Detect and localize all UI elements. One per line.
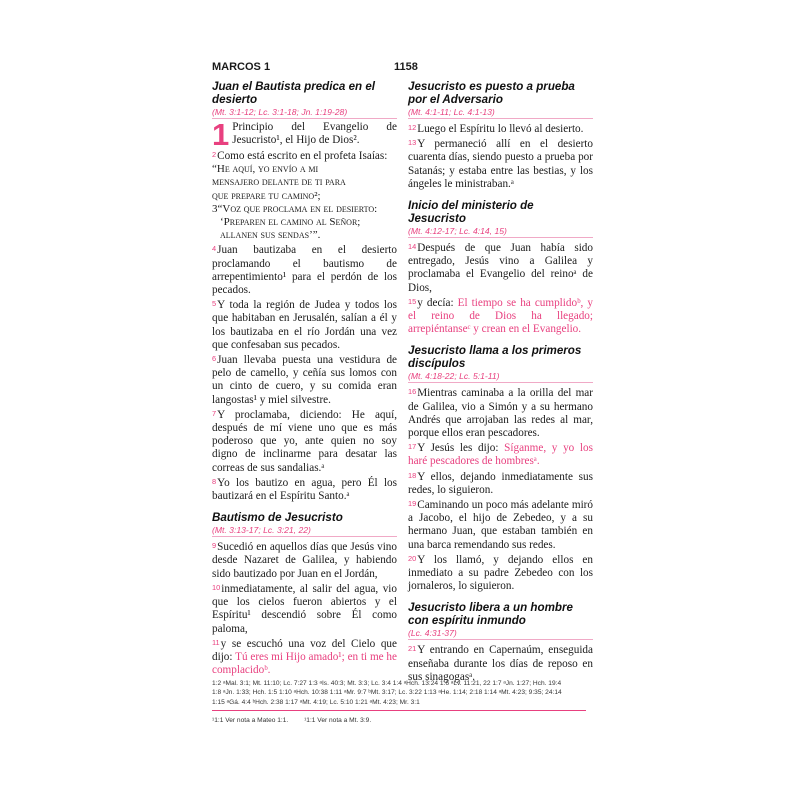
book-chapter-label: MARCOS 1 <box>212 61 271 73</box>
verse-number: 10 <box>212 582 221 592</box>
verse-13 <box>408 136 593 191</box>
verse-number: 2 <box>212 150 217 159</box>
verse-21 <box>408 642 593 684</box>
verse-number: 4 <box>212 244 217 254</box>
left-column <box>212 80 397 677</box>
verse-number: 5 <box>212 299 217 309</box>
verse-number: 13 <box>408 138 417 148</box>
verse-text: y decía: <box>417 296 458 309</box>
words-of-jesus: Síganme, y yo los haré pescadores de hombresᵃ. <box>408 442 593 468</box>
verse-number: 15 <box>408 296 417 306</box>
verse-text: Caminando un poco más adelante miró a Jacobo, el hijo de Zebedeo, y a su hermano Juan, que estaban también en una barca remendando sus redes. <box>408 499 593 551</box>
verse-number: 20 <box>408 553 417 563</box>
section-title: Jesucristo llama a los primeros discípulos <box>408 344 582 371</box>
section-title: Jesucristo libera a un hombre con espíritu inmundo <box>408 601 573 628</box>
footnotes <box>212 717 586 724</box>
page-number: 1158 <box>394 61 418 73</box>
verse-text: Juan llevaba puesta una vestidura de pelo de camello, y ceñía sus lomos con un cinto de cuero, y su comida eran langostas¹ y miel silvestre. <box>212 354 397 406</box>
words-of-jesus: El tiempo se ha cumplidoᵇ, y el reino de Dios ha llegado; arrepiéntanseᶜ y crean en el Evangelio. <box>408 296 593 336</box>
verse-text: Y entrando en Capernaúm, enseguida enseñaba durante los días de reposo en sus sinagogasᵃ. <box>408 644 593 683</box>
verse-number: 19 <box>408 499 417 509</box>
chapter-opening <box>212 117 397 152</box>
verse-number: 7 <box>212 408 217 418</box>
verse-text: y se escuchó una voz del Cielo que dijo: <box>212 637 397 663</box>
verse-9 <box>212 539 397 581</box>
parallel-references: (Mt. 3:1-12; Lc. 3:1-18; Jn. 1:19-28) <box>212 106 397 119</box>
parallel-references: (Mt. 3:13-17; Lc. 3:21, 22) <box>212 524 397 537</box>
quote-line: ‘Preparen el camino al Señor; <box>220 216 361 229</box>
parallel-references: (Lc. 4:31-37) <box>408 627 593 640</box>
cross-reference-line: 1:2 ᵃMal. 3:1; Mt. 11:10; Lc. 7:27 1:3 ᵃIs. 40:3; Mt. 3:3; Lc. 3:4 1:4 ᵃHch. 13:24 1:6 ᵃLv. 11:21, 22 1:7 ᵃJn. 1:27; Hch. 19:4 <box>212 680 562 687</box>
chapter-number: 1 <box>212 117 230 152</box>
verse-number: 14 <box>408 242 417 252</box>
verse-number: 21 <box>408 644 417 654</box>
section-title: Juan el Bautista predica en el desierto <box>212 80 376 106</box>
verse-number: 17 <box>408 442 417 452</box>
words-of-god: Tú eres mi Hijo amado¹; en ti me he complacidoᵇ. <box>212 650 397 677</box>
verse-text: Y los llamó, y dejando ellos en inmediato a su padre Zebedeo con los jornaleros, lo siguieron. <box>408 553 593 593</box>
verse-6 <box>212 352 397 407</box>
verse-text: inmediatamente, al salir del agua, vio que los cielos fueron abiertos y el Espíritu¹ descendió sobre Él como paloma, <box>212 582 397 635</box>
footnote: ¹1:1 Ver nota a Mt. 3:9. <box>304 717 372 724</box>
verse-18 <box>408 469 593 497</box>
verse-text: Sucedió en aquellos días que Jesús vino desde Nazaret de Galilea, y habiendo sido bautizado por Juan en el Jordán, <box>212 541 397 580</box>
verse-text: Juan bautizaba en el desierto proclamando el bautismo de arrepentimiento¹ para el perdón de los pecados. <box>212 244 397 297</box>
quote-line: allanen sus sendas’”. <box>220 229 321 242</box>
verse-text: Como está escrito en el profeta Isaías: <box>217 150 388 162</box>
verse-text: Después de que Juan había sido entregado, Jesús vino a Galilea y proclamaba el Evangelio del reinoᵃ de Dios, <box>408 242 593 294</box>
right-column <box>408 80 593 684</box>
parallel-references: (Mt. 4:1-11; Lc. 4:1-13) <box>408 106 593 119</box>
verse-number: 12 <box>408 123 417 132</box>
quote-line: “Voz que proclama en el desierto: <box>217 202 378 215</box>
verse-20 <box>408 552 593 594</box>
verse-15 <box>408 295 593 337</box>
section-title: Bautismo de Jesucristo <box>212 511 343 525</box>
verse-10 <box>212 581 397 636</box>
verse-number: 18 <box>408 470 417 480</box>
verse-5 <box>212 297 397 352</box>
footnote: ¹1:1 Ver nota a Mateo 1:1. <box>212 717 289 724</box>
verse-14 <box>408 240 593 295</box>
parallel-references: (Mt. 4:12-17; Lc. 4:14, 15) <box>408 225 593 238</box>
verse-3 <box>212 203 397 216</box>
verse-text: Y proclamaba, diciendo: He aquí, después de mí viene uno que es más poderoso que yo, ante quien no soy digno de inclinarme para desatar las correas de sus sandalias.ᵃ <box>212 408 397 474</box>
verse-12 <box>408 121 593 136</box>
page-header <box>212 61 586 75</box>
verse-number: 6 <box>212 354 217 364</box>
cross-references <box>212 679 586 711</box>
verse-7 <box>212 407 397 475</box>
verse-number: 8 <box>212 476 217 486</box>
verse-text: Mientras caminaba a la orilla del mar de Galilea, vio a Simón y a su hermano Andrés que arrojaban las redes al mar, porque ellos eran pescadores. <box>408 387 593 440</box>
verse-number: 3 <box>212 202 218 215</box>
verse-text: Y Jesús les dijo: <box>417 442 505 455</box>
verse-text: Yo los bautizo en agua, pero Él los bautizará en el Espíritu Santo.ᵃ <box>212 476 397 503</box>
verse-2 <box>212 148 397 163</box>
cross-reference-line: 1:15 ᵃGá. 4:4 ᵇHch. 2:38 1:17 ᵃMt. 4:19; Lc. 5:10 1:21 ᵃMt. 4:23; Mr. 3:1 <box>212 698 420 706</box>
verse-text: Y permaneció allí en el desierto cuarenta días, siendo puesto a prueba por Satanás; y estaba entre las bestias, y los ángeles le ministraban.ᵃ <box>408 138 593 190</box>
verse-19 <box>408 497 593 552</box>
verse-4 <box>212 242 397 297</box>
verse-text: Luego el Espíritu lo llevó al desierto. <box>417 123 584 135</box>
verse-number: 16 <box>408 387 417 397</box>
quote-line: mensajero delante de ti para <box>212 176 346 189</box>
section-title: Inicio del ministerio de Jesucristo <box>408 199 534 226</box>
verse-text: Y ellos, dejando inmediatamente sus redes, lo siguieron. <box>408 470 593 496</box>
verse-8 <box>212 475 397 503</box>
verse-17 <box>408 440 593 468</box>
parallel-references: (Mt. 4:18-22; Lc. 5:1-11) <box>408 370 593 383</box>
section-title: Jesucristo es puesto a prueba por el Adversario <box>408 80 575 106</box>
verse-16 <box>408 385 593 440</box>
quote-line: “He aquí, yo envío a mi <box>212 163 319 176</box>
verse-number: 11 <box>212 637 220 647</box>
verse-11 <box>212 636 397 678</box>
verse-text: Y toda la región de Judea y todos los que habitaban en Jerusalén, salían a él y los bautizaba en el río Jordán una vez que confesaban sus pecados. <box>212 299 397 351</box>
quote-line: que prepare tu camino²; <box>212 189 321 202</box>
cross-reference-line: 1:8 ᵃJn. 1:33; Hch. 1:5 1:10 ᵃHch. 10:38 1:11 ᵃMr. 9:7 ᵇMt. 3:17; Lc. 3:22 1:13 ᵃHe. 1:14; 2:18 1:14 ᵃMt. 4:23; 9:35; 24:14 <box>212 689 562 697</box>
verse-1: Principio del Evangelio de Jesucristo¹, el Hijo de Dios². <box>232 121 397 147</box>
verse-number: 9 <box>212 541 217 551</box>
